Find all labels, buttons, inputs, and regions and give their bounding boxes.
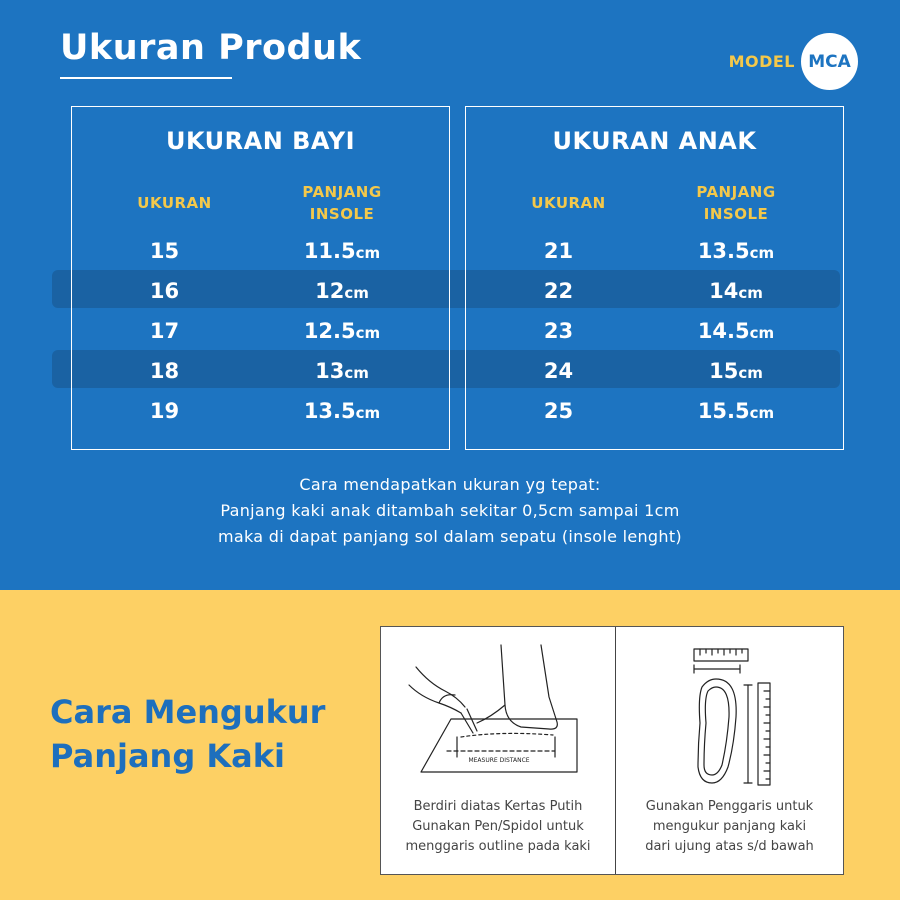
length-value: 13.5	[303, 399, 356, 423]
title-underline	[60, 77, 232, 79]
paper-sheet	[421, 719, 577, 772]
left-caption-line3: menggaris outline pada kaki	[405, 839, 591, 854]
instructions-line1: Cara mendapatkan ukuran yg tepat:	[299, 475, 601, 494]
table-row	[72, 352, 449, 390]
model-badge: MCA	[801, 33, 858, 90]
length-cell	[661, 232, 811, 270]
right-caption	[616, 797, 843, 857]
size-cell: 24	[543, 359, 574, 383]
table-row	[72, 232, 449, 270]
table-row	[72, 272, 449, 310]
insole-ruler-illustration	[616, 627, 843, 797]
length-unit: cm	[749, 324, 775, 342]
length-cell	[661, 352, 811, 390]
length-value: 12	[315, 279, 345, 303]
instructions-line2: Panjang kaki anak ditambah sekitar 0,5cm sampai 1cm	[220, 501, 680, 520]
ruler-measure-figure	[616, 627, 843, 874]
col-header-size: UKURAN	[531, 194, 606, 212]
size-cell: 21	[543, 239, 574, 263]
page-title: Ukuran Produk	[60, 28, 362, 68]
col-header-insole	[267, 181, 417, 225]
col-header-insole-line2: INSOLE	[309, 205, 375, 223]
table-anak-title: UKURAN ANAK	[552, 127, 757, 155]
col-header-insole	[661, 181, 811, 225]
left-caption-line2: Gunakan Pen/Spidol untuk	[412, 819, 584, 834]
length-value: 11.5	[303, 239, 356, 263]
size-cell: 19	[149, 399, 180, 423]
col-header-insole-line1: PANJANG	[696, 183, 776, 201]
size-cell: 17	[149, 319, 180, 343]
measure-section	[0, 590, 900, 900]
table-row	[72, 392, 449, 430]
paper-label: MEASURE DISTANCE	[468, 757, 530, 764]
length-unit: cm	[344, 284, 369, 302]
col-header-insole-line1: PANJANG	[302, 183, 382, 201]
table-bayi-title: UKURAN BAYI	[165, 127, 356, 155]
trace-foot-figure	[381, 627, 615, 874]
length-unit: cm	[738, 364, 763, 382]
length-unit: cm	[738, 284, 763, 302]
length-value: 12.5	[303, 319, 356, 343]
length-cell	[267, 312, 417, 350]
left-caption	[381, 797, 615, 857]
size-cell: 25	[543, 399, 574, 423]
table-row	[72, 312, 449, 350]
table-row	[466, 352, 843, 390]
length-unit: cm	[355, 404, 381, 422]
measure-title-line1: Cara Mengukur	[50, 693, 326, 731]
length-value: 15.5	[697, 399, 750, 423]
length-value: 13.5	[697, 239, 750, 263]
col-header-size: UKURAN	[137, 194, 212, 212]
length-unit: cm	[344, 364, 369, 382]
length-cell	[267, 232, 417, 270]
length-cell	[267, 392, 417, 430]
length-value: 14	[709, 279, 739, 303]
measure-figure	[380, 626, 844, 875]
size-cell: 15	[149, 239, 180, 263]
table-bayi	[71, 106, 450, 450]
length-cell	[661, 272, 811, 310]
model-label: MODEL	[728, 52, 795, 71]
measure-title	[50, 690, 325, 778]
size-cell: 23	[543, 319, 574, 343]
foot-tracing-illustration	[381, 627, 615, 797]
length-unit: cm	[749, 404, 775, 422]
length-cell	[661, 392, 811, 430]
length-cell	[267, 272, 417, 310]
col-header-insole-line2: INSOLE	[703, 205, 769, 223]
size-cell: 22	[543, 279, 574, 303]
length-value: 14.5	[697, 319, 750, 343]
left-caption-line1: Berdiri diatas Kertas Putih	[413, 799, 583, 814]
measure-title-line2: Panjang Kaki	[50, 737, 285, 775]
vertical-ruler	[758, 683, 770, 785]
table-row	[466, 272, 843, 310]
length-unit: cm	[355, 244, 381, 262]
length-cell	[661, 312, 811, 350]
model-tag	[729, 33, 858, 90]
table-anak	[465, 106, 844, 450]
instructions	[0, 472, 900, 550]
size-cell: 18	[149, 359, 180, 383]
length-cell	[267, 352, 417, 390]
length-unit: cm	[749, 244, 775, 262]
right-caption-line1: Gunakan Penggaris untuk	[645, 799, 814, 814]
table-row	[466, 312, 843, 350]
size-cell: 16	[149, 279, 180, 303]
table-row	[466, 232, 843, 270]
instructions-line3: maka di dapat panjang sol dalam sepatu (insole lenght)	[218, 527, 682, 546]
table-row	[466, 392, 843, 430]
length-value: 15	[709, 359, 739, 383]
length-value: 13	[315, 359, 345, 383]
right-caption-line3: dari ujung atas s/d bawah	[645, 839, 814, 854]
right-caption-line2: mengukur panjang kaki	[652, 819, 807, 834]
horizontal-ruler	[694, 649, 748, 661]
length-unit: cm	[355, 324, 381, 342]
